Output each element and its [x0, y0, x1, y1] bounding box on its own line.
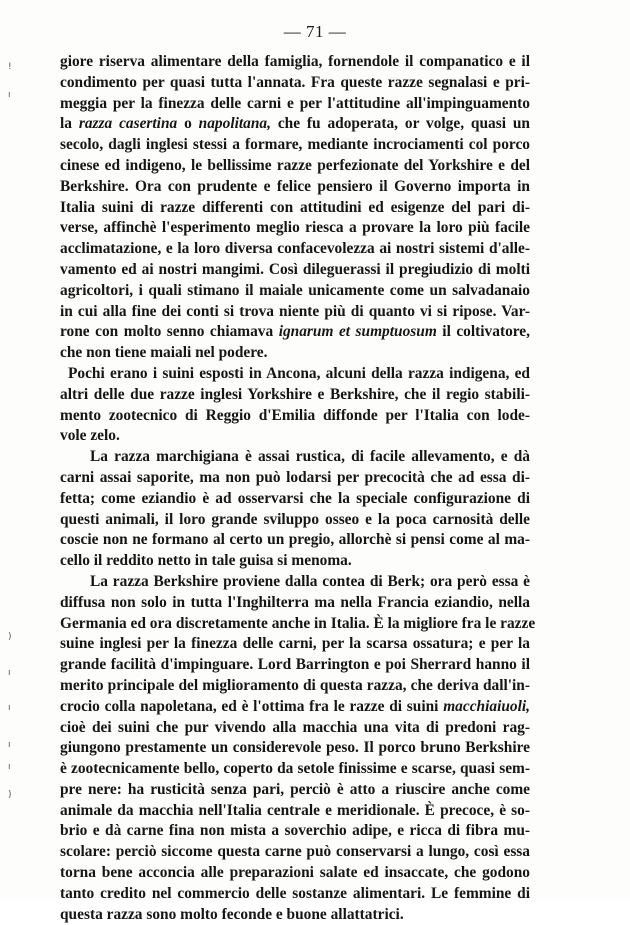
text-line — [60, 905, 530, 925]
margin-speck: ı — [8, 740, 11, 750]
text-segment: suine inglesi per la finezza delle carni, per la scarsa ossatura; e per la — [60, 635, 530, 653]
text-line — [60, 884, 530, 905]
text-segment: questi animali, il loro grande sviluppo osseo e la poca carnosità delle — [60, 510, 530, 528]
text-line — [60, 281, 530, 302]
text-segment: è zootecnicamente bello, coperto da setole finissime e scarse, quasi sem- — [60, 760, 530, 778]
text-segment: che fu adoperata, or volge, quasi un — [270, 115, 530, 133]
text-segment: mento zootecnico di Reggio d'Emilia diffonde per l'Italia con lode- — [60, 406, 530, 424]
text-line — [60, 510, 530, 531]
text-line — [60, 655, 530, 676]
text-line — [60, 676, 530, 697]
italic-text: napolitana, — [198, 115, 271, 133]
margin-speck: ı — [8, 90, 11, 100]
text-line — [60, 135, 530, 156]
margin-speck: ) — [8, 790, 12, 800]
text-segment: meggia per la finezza delle carni e per l'attitudine all'impinguamento — [60, 94, 530, 112]
text-line — [60, 821, 530, 842]
text-line — [60, 94, 530, 115]
text-line — [60, 863, 530, 884]
text-line — [60, 114, 530, 135]
italic-text: razza casertina — [78, 115, 178, 133]
text-line — [60, 364, 530, 385]
text-segment: il coltivatore, — [436, 323, 530, 341]
text-line — [60, 759, 530, 780]
text-line — [60, 52, 530, 73]
text-segment: vole zelo. — [60, 427, 120, 445]
text-segment: che non tiene maiali nel podere. — [60, 344, 268, 362]
text-segment: secolo, dagli inglesi stessi a formare, mediante incrociamenti col porco — [60, 136, 530, 154]
margin-speck: ) — [8, 632, 12, 642]
text-line — [60, 156, 530, 177]
text-line — [60, 73, 530, 94]
text-segment: carni assai saporite, ma non può lodarsi per precocità che ad essa di- — [60, 468, 530, 486]
text-line — [60, 718, 530, 739]
margin-speck: ı — [8, 668, 11, 678]
text-segment: cioè dei suini che pur vivendo alla macchia una vita di predoni rag- — [60, 718, 530, 736]
text-line — [60, 614, 536, 635]
text-line — [60, 551, 530, 572]
body-text — [60, 52, 536, 925]
text-segment: Italia suini di razze differenti con attitudini ed esigenze del pari di- — [60, 198, 530, 216]
text-segment: coscie non ne formano al certo un pregio, allorchè si pensi come al ma- — [60, 531, 530, 549]
margin-speck: ı — [8, 703, 11, 713]
text-segment: tanto credito nel commercio delle sostanze alimentari. Le femmine di — [60, 884, 530, 902]
text-segment: cello il reddito netto in tale guisa si menoma. — [60, 552, 352, 570]
margin-speck: ı — [8, 762, 11, 772]
text-segment: Berkshire. Ora con prudente e felice pensiero il Governo importa in — [60, 177, 530, 195]
text-segment: condimento per quasi tutta l'annata. Fra queste razze segnalasi e pri- — [60, 73, 530, 91]
text-segment: acclimatazione, e la loro diversa confacevolezza ai nostri sistemi d'alle- — [60, 240, 530, 258]
text-segment: pre nere: ha rusticità senza pari, perciò è atto a riuscire anche come — [60, 780, 530, 798]
text-segment: Germania ed ora discretamente anche in Italia. È la migliore fra le razze — [60, 614, 536, 632]
text-line — [60, 738, 530, 759]
text-segment: vamento ed ai nostri mangimi. Così dileguerassi il pregiudizio di molti — [60, 260, 530, 278]
text-line — [60, 385, 530, 406]
text-line — [60, 426, 530, 447]
text-segment: Pochi erano i suini esposti in Ancona, alcuni della razza indigena, ed — [68, 364, 530, 382]
text-line — [60, 260, 530, 281]
text-segment: questa razza sono molto feconde e buone allattatrici. — [60, 905, 404, 923]
text-line — [60, 468, 530, 489]
text-line — [60, 593, 530, 614]
italic-text: macchiaiuoli, — [443, 697, 530, 715]
text-line — [60, 406, 530, 427]
text-line — [60, 801, 530, 822]
text-segment: o — [177, 115, 199, 133]
text-segment: crocio colla napoletana, ed è l'ottima fra le razze di suini — [60, 697, 444, 715]
margin-marks — [0, 0, 30, 900]
text-line — [60, 489, 530, 510]
text-segment: diffusa non solo in tutta l'Inghilterra ma nella Francia eziandio, nella — [60, 593, 530, 611]
text-segment: fetta; come eziandio è ad osservarsi che la speciale configurazione di — [60, 489, 530, 507]
text-line — [60, 447, 530, 468]
text-line — [60, 780, 530, 801]
text-segment: La razza marchigiana è assai rustica, di facile allevamento, e dà — [90, 448, 530, 466]
text-segment: animale da macchia nell'Italia centrale e meridionale. È precoce, è so- — [60, 801, 530, 819]
text-line — [60, 177, 530, 198]
text-line — [60, 198, 530, 219]
text-segment: La razza Berkshire proviene dalla contea di Berk; ora però essa è — [90, 572, 530, 590]
margin-speck: ! — [8, 62, 12, 72]
page-number: — 71 — — [283, 22, 347, 41]
text-segment: la — [60, 115, 79, 133]
text-segment: cinese ed indigeno, le bellissime razze perfezionate del Yorkshire e del — [60, 156, 530, 174]
text-line — [60, 572, 530, 593]
text-line — [60, 634, 530, 655]
text-line — [60, 239, 530, 260]
text-segment: merito principale del miglioramento di questa razza, che deriva dall'in- — [60, 676, 530, 694]
text-line — [60, 530, 530, 551]
text-line — [60, 302, 530, 323]
text-line — [60, 343, 530, 364]
text-segment: giore riserva alimentare della famiglia, fornendole il companatico e il — [60, 53, 530, 70]
text-line — [60, 842, 530, 863]
text-segment: in cui alla fine dei conti si trova niente più di quanto vi si ripose. Var- — [60, 302, 530, 320]
text-segment: torna bene acconcia alle preparazioni salate ed insaccate, che godono — [60, 864, 530, 882]
text-segment: verse, affinchè l'esperimento meglio riesca a provare la loro più facile — [60, 219, 530, 237]
text-line — [60, 697, 530, 718]
text-segment: rone con molto senno chiamava — [60, 323, 279, 341]
text-segment: grande facilità d'impinguare. Lord Barrington e poi Sherrard hanno il — [60, 656, 530, 674]
text-segment: scolare: perciò siccome questa carne può conservarsi a lungo, così essa — [60, 843, 530, 861]
italic-text: ignarum et sumptuosum — [278, 323, 437, 341]
text-segment: brio e dà carne fina non mista a soverchio adipe, e ricca di fibra mu- — [60, 822, 530, 840]
text-line — [60, 322, 530, 343]
text-line — [60, 218, 530, 239]
text-segment: agricoltori, i quali stimano il maiale unicamente come un salvadanaio — [60, 281, 530, 299]
text-segment: altri delle due razze inglesi Yorkshire e Berkshire, che il regio stabili- — [60, 385, 530, 403]
text-segment: giungono prestamente un considerevole peso. Il porco bruno Berkshire — [60, 739, 530, 757]
